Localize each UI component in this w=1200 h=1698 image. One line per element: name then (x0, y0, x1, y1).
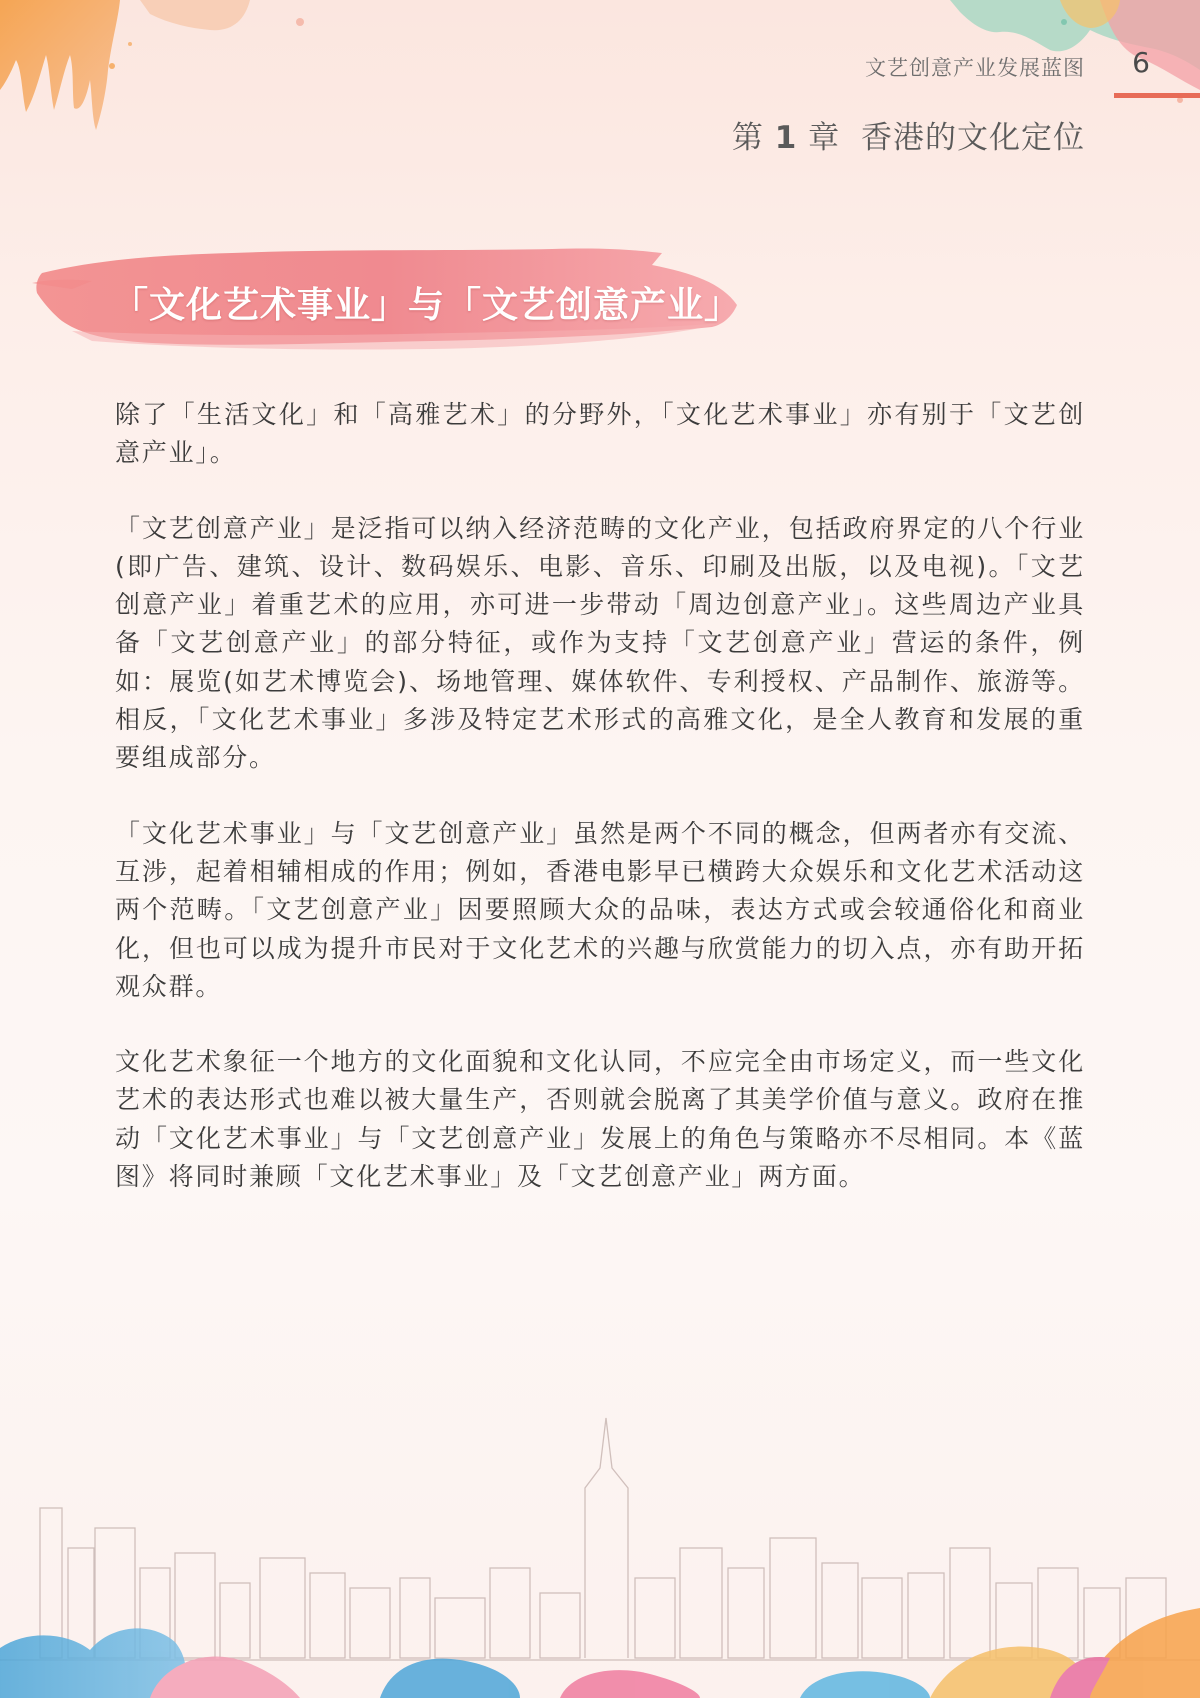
chapter-heading (732, 112, 1085, 157)
chapter-prefix: 第 (731, 120, 764, 156)
body-text (115, 396, 1085, 1233)
chapter-title: 香港的文化定位 (861, 120, 1085, 156)
city-skyline-illustration (0, 1398, 1200, 1698)
paragraph: 文化艺术象征一个地方的文化面貌和文化认同，不应完全由市场定义，而一些文化艺术的表达形式也难以被大量生产，否则就会脱离了其美学价值与意义。政府在推动「文化艺术事业」与「文艺创意产业」发展上的角色与策略亦不尽相同。本《蓝图》将同时兼顾「文化艺术事业」及「文艺创意产业」两方面。 (115, 1047, 1085, 1192)
chapter-suffix: 章 (808, 120, 841, 156)
page-number-underline (1114, 93, 1200, 98)
paragraph: 除了「生活文化」和「高雅艺术」的分野外，「文化艺术事业」亦有别于「文艺创意产业」。 (115, 400, 1085, 468)
document-title: 文艺创意产业发展蓝图 (865, 56, 1085, 80)
section-title: 「文化艺术事业」与「文艺创意产业」 (112, 285, 742, 326)
paragraph: 「文化艺术事业」与「文艺创意产业」虽然是两个不同的概念，但两者亦有交流、互涉，起着相辅相成的作用；例如，香港电影早已横跨大众娱乐和文化艺术活动这两个范畴。「文艺创意产业」因要照顾大众的品味，表达方式或会较通俗化和商业化，但也可以成为提升市民对于文化艺术的兴趣与欣赏能力的切入点，亦有助开拓观众群。 (115, 818, 1085, 1001)
paragraph: 「文艺创意产业」是泛指可以纳入经济范畴的文化产业，包括政府界定的八个行业(即广告、建筑、设计、数码娱乐、电影、音乐、印刷及出版，以及电视)。「文艺创意产业」着重艺术的应用，亦可进一步带动「周边创意产业」。这些周边产业具备「文艺创意产业」的部分特征，或作为支持「文艺创意产业」营运的条件，例如：展览(如艺术博览会)、场地管理、媒体软件、专利授权、产品制作、旅游等。相反，「文化艺术事业」多涉及特定艺术形式的高雅文化，是全人教育和发展的重要组成部分。 (115, 513, 1085, 773)
page-number: 6 (1132, 46, 1150, 79)
chapter-number: 1 (774, 120, 798, 156)
